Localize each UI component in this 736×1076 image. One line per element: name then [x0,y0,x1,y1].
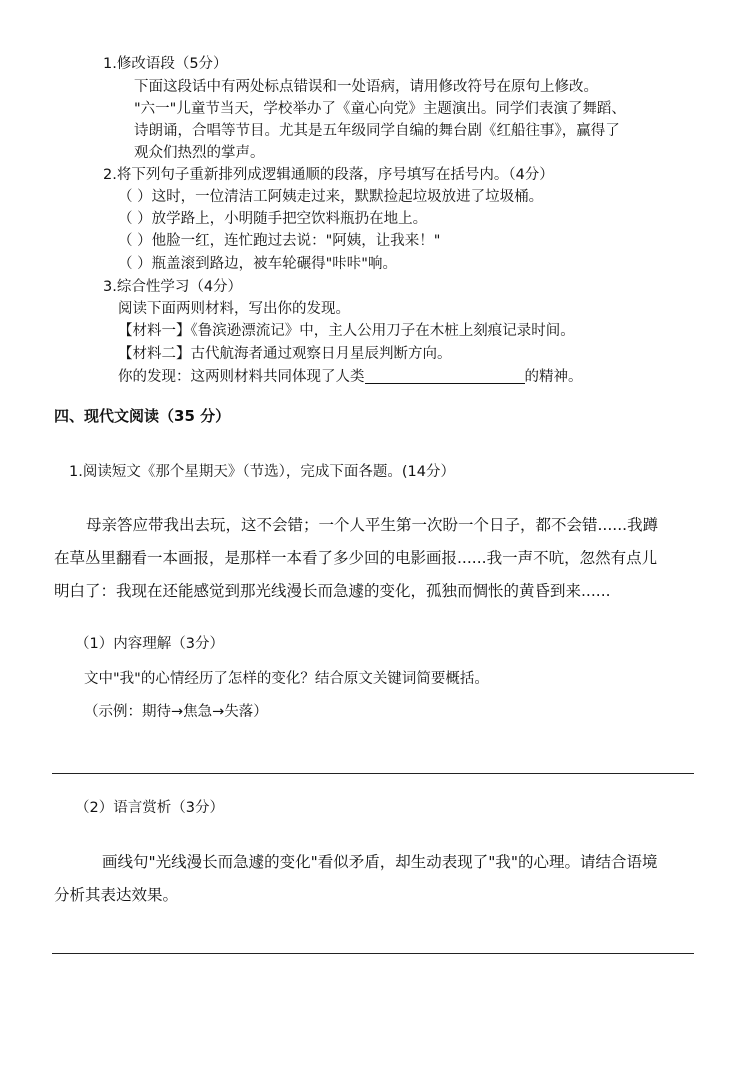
q2-title: 2.将下列句子重新排列成逻辑通顺的段落，序号填写在括号内。（4分） [103,167,554,183]
q3-finding [118,367,583,387]
sub1-example: （示例：期待→焦急→失落） [84,704,268,720]
sub1-title: （1）内容理解（3分） [75,636,224,652]
q3-finding-prefix: 你的发现：这两则材料共同体现了人类 [118,369,365,385]
q2-item-4: （ ）瓶盖滚到路边，被车轮碾得"咔咔"响。 [118,256,397,272]
q3-material-1: 【材料一】《鲁滨逊漂流记》中，主人公用刀子在木桩上刻痕记录时间。 [118,323,575,339]
section4-heading: 四、现代文阅读（35 分） [54,407,231,425]
q2-item-1: （ ）这时，一位清洁工阿姨走过来，默默捡起垃圾放进了垃圾桶。 [118,189,544,205]
sub2-question-line-2: 分析其表达效果。 [54,886,179,904]
passage-line-2: 在草丛里翻看一本画报，是那样一本看了多少回的电影画报......我一声不吭，忽然有点儿 [54,549,658,567]
sub2-answer-line[interactable] [52,953,694,954]
q3-material-2: 【材料二】古代航海者通过观察日月星辰判断方向。 [118,346,452,362]
section4-task: 1.阅读短文《那个星期天》（节选），完成下面各题。(14分） [69,464,455,480]
q1-passage-line-1: "六一"儿童节当天，学校举办了《童心向党》主题演出。同学们表演了舞蹈、 [134,101,626,117]
q1-title: 1.修改语段（5分） [103,56,228,72]
sub1-question: 文中"我"的心情经历了怎样的变化？结合原文关键词简要概括。 [84,671,489,687]
q3-answer-blank[interactable] [365,367,525,384]
q3-title: 3.综合性学习（4分） [103,279,243,295]
q1-instruction: 下面这段话中有两处标点错误和一处语病，请用修改符号在原句上修改。 [134,79,598,95]
passage-line-1: 母亲答应带我出去玩，这不会错；一个人平生第一次盼一个日子，都不会错......我蹲 [86,516,659,534]
sub1-answer-line[interactable] [52,773,694,774]
sub2-title: （2）语言赏析（3分） [75,800,224,816]
q1-passage-line-2: 诗朗诵，合唱等节目。尤其是五年级同学自编的舞台剧《红船往事》，赢得了 [134,123,620,139]
q2-item-2: （ ）放学路上，小明随手把空饮料瓶扔在地上。 [118,211,428,227]
sub2-question-line-1: 画线句"光线漫长而急遽的变化"看似矛盾，却生动表现了"我"的心理。请结合语境 [102,853,658,871]
passage-line-3: 明白了：我现在还能感觉到那光线漫长而急遽的变化，孤独而惆怅的黄昏到来...... [54,582,611,600]
q3-intro: 阅读下面两则材料，写出你的发现。 [118,301,350,317]
q2-item-3: （ ）他脸一红，连忙跑过去说："阿姨，让我来！" [118,233,441,249]
q3-finding-suffix: 的精神。 [524,369,583,385]
q1-passage-line-3: 观众们热烈的掌声。 [134,145,265,161]
